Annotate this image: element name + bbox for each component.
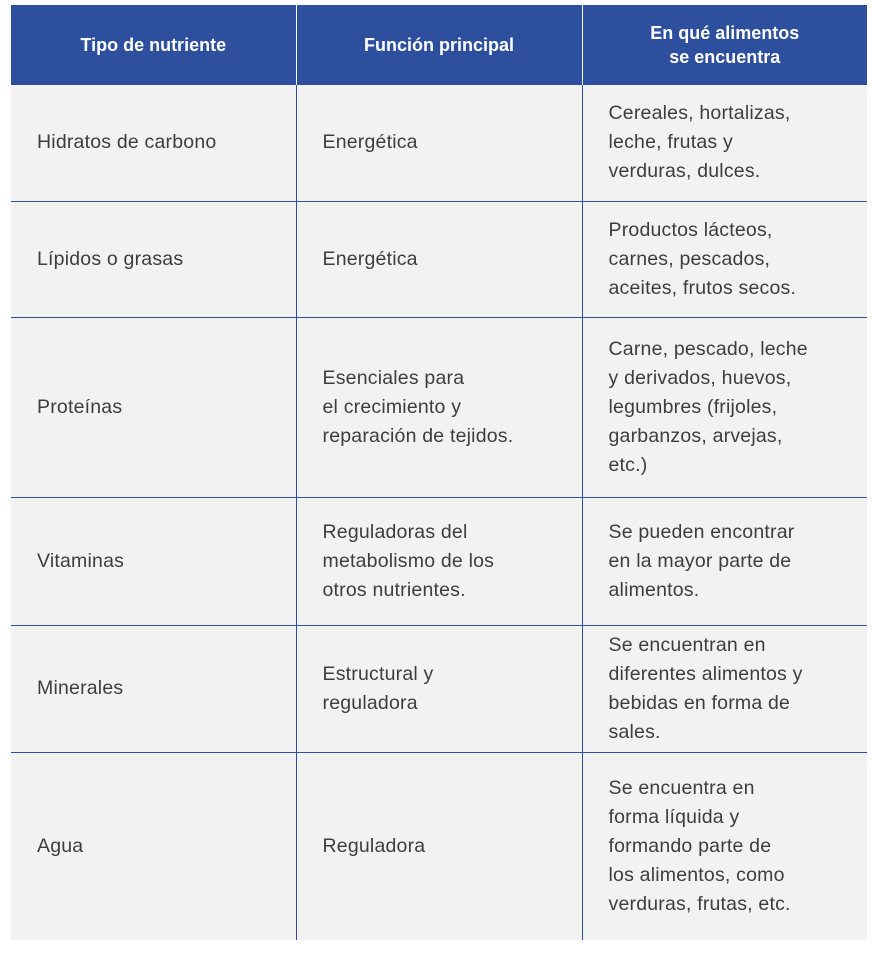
cell-alimentos: Se pueden encontrar en la mayor parte de alimentos. bbox=[582, 497, 867, 625]
cell-alimentos: Cereales, hortalizas, leche, frutas y verduras, dulces. bbox=[582, 85, 867, 201]
cell-funcion: Esenciales para el crecimiento y reparación de tejidos. bbox=[296, 317, 582, 497]
header-funcion-principal: Función principal bbox=[296, 5, 582, 85]
cell-alimentos: Productos lácteos, carnes, pescados, aceites, frutos secos. bbox=[582, 201, 867, 317]
table-header bbox=[11, 5, 867, 85]
header-alimentos: En qué alimentos se encuentra bbox=[582, 5, 867, 85]
cell-alimentos: Carne, pescado, leche y derivados, huevos, legumbres (frijoles, garbanzos, arvejas, etc.) bbox=[582, 317, 867, 497]
nutrients-table bbox=[11, 5, 867, 940]
cell-tipo: Vitaminas bbox=[11, 497, 296, 625]
table-row-minerales bbox=[11, 625, 867, 752]
header-tipo-de-nutriente: Tipo de nutriente bbox=[11, 5, 296, 85]
cell-alimentos: Se encuentran en diferentes alimentos y bebidas en forma de sales. bbox=[582, 625, 867, 752]
cell-alimentos: Se encuentra en forma líquida y formando parte de los alimentos, como verduras, frutas, etc. bbox=[582, 752, 867, 940]
table-row-proteinas bbox=[11, 317, 867, 497]
cell-funcion: Energética bbox=[296, 201, 582, 317]
cell-tipo: Agua bbox=[11, 752, 296, 940]
cell-tipo: Lípidos o grasas bbox=[11, 201, 296, 317]
table-row-agua bbox=[11, 752, 867, 940]
table-body bbox=[11, 85, 867, 940]
cell-funcion: Reguladora bbox=[296, 752, 582, 940]
table-row-lipidos bbox=[11, 201, 867, 317]
table-row-hidratos bbox=[11, 85, 867, 201]
cell-tipo: Hidratos de carbono bbox=[11, 85, 296, 201]
cell-tipo: Minerales bbox=[11, 625, 296, 752]
header-row bbox=[11, 5, 867, 85]
cell-funcion: Reguladoras del metabolismo de los otros nutrientes. bbox=[296, 497, 582, 625]
cell-funcion: Estructural y reguladora bbox=[296, 625, 582, 752]
cell-funcion: Energética bbox=[296, 85, 582, 201]
table-row-vitaminas bbox=[11, 497, 867, 625]
cell-tipo: Proteínas bbox=[11, 317, 296, 497]
